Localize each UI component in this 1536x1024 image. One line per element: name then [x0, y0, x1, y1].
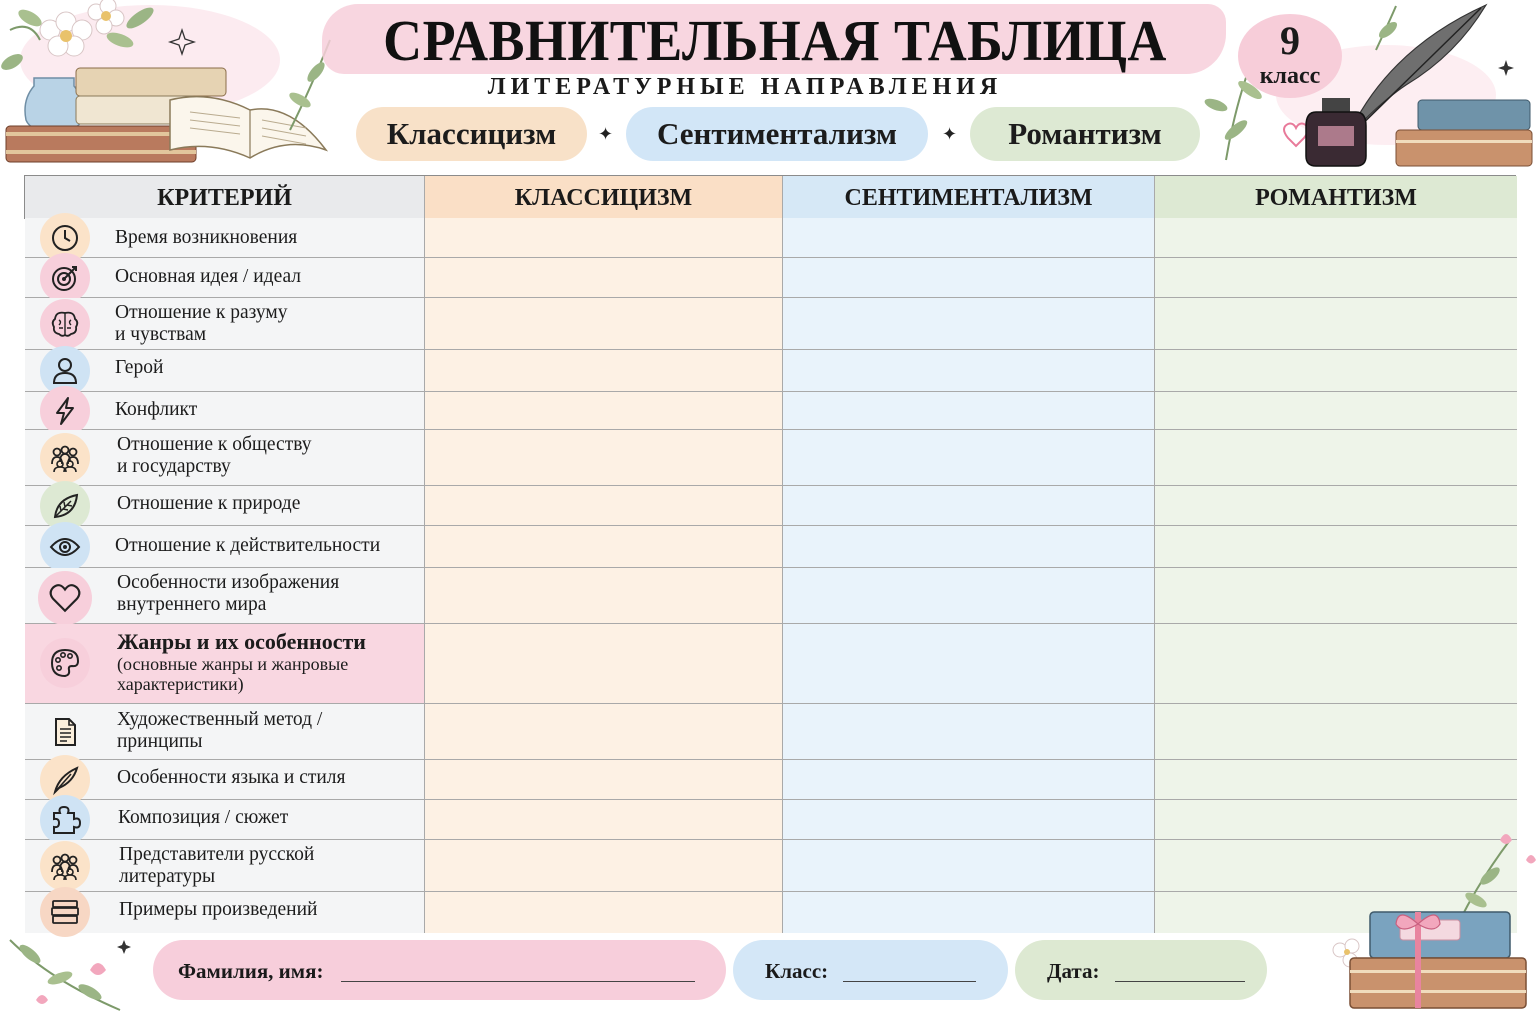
sentimentalism-cell[interactable] — [782, 218, 1154, 257]
classicism-cell[interactable] — [424, 486, 782, 525]
sentimentalism-cell[interactable] — [782, 800, 1154, 839]
criterion-label — [115, 302, 416, 346]
table-row — [25, 392, 1517, 430]
criterion-label: Отношение к действительности — [115, 535, 381, 556]
romanticism-cell[interactable] — [1154, 218, 1517, 257]
criterion-cell — [25, 430, 424, 485]
table-row — [25, 892, 1517, 933]
romanticism-cell[interactable] — [1154, 258, 1517, 297]
table-header — [25, 176, 1515, 218]
target-icon — [40, 253, 90, 303]
sentimentalism-cell[interactable] — [782, 526, 1154, 567]
classicism-cell[interactable] — [424, 892, 782, 933]
flower-branch-illustration — [0, 920, 150, 1024]
criterion-cell — [25, 624, 424, 703]
criterion-cell — [25, 218, 424, 257]
classicism-cell[interactable] — [424, 218, 782, 257]
people-group-icon — [40, 841, 90, 891]
sentimentalism-cell[interactable] — [782, 840, 1154, 891]
class-field-box — [733, 940, 1008, 1000]
books-vase-illustration — [0, 0, 340, 170]
criterion-label — [117, 434, 416, 478]
romanticism-cell[interactable] — [1154, 486, 1517, 525]
class-input-line[interactable] — [843, 981, 976, 982]
sentimentalism-cell[interactable] — [782, 392, 1154, 429]
label-line: (основные жанры и жанровые — [117, 654, 349, 674]
name-input-line[interactable] — [341, 981, 695, 982]
classicism-cell[interactable] — [424, 430, 782, 485]
classicism-cell[interactable] — [424, 258, 782, 297]
name-label: Фамилия, имя: — [178, 959, 324, 983]
criterion-cell — [25, 258, 424, 297]
table-row — [25, 218, 1517, 258]
pill-romanticism: Романтизм — [970, 107, 1200, 161]
sentimentalism-cell[interactable] — [782, 892, 1154, 933]
romanticism-cell[interactable] — [1154, 704, 1517, 759]
criterion-cell — [25, 350, 424, 391]
criterion-label — [117, 630, 416, 694]
criterion-cell — [25, 800, 424, 839]
label-line: характеристики) — [117, 674, 244, 694]
column-header-romanticism: РОМАНТИЗМ — [1154, 176, 1517, 218]
romanticism-cell[interactable] — [1154, 298, 1517, 349]
heart-icon — [38, 571, 92, 625]
lightning-icon — [40, 386, 90, 436]
romanticism-cell[interactable] — [1154, 350, 1517, 391]
classicism-cell[interactable] — [424, 624, 782, 703]
criterion-label: Примеры произведений — [119, 899, 318, 920]
romanticism-cell[interactable] — [1154, 526, 1517, 567]
sentimentalism-cell[interactable] — [782, 486, 1154, 525]
criterion-label: Отношение к природе — [117, 493, 301, 514]
palette-icon — [40, 638, 90, 688]
criterion-label: Конфликт — [115, 399, 198, 420]
grade-number: 9 — [1280, 18, 1300, 63]
classicism-cell[interactable] — [424, 298, 782, 349]
column-header-classicism: КЛАССИЦИЗМ — [424, 176, 782, 218]
sentimentalism-cell[interactable] — [782, 568, 1154, 623]
sentimentalism-cell[interactable] — [782, 760, 1154, 799]
brain-icon — [40, 299, 90, 349]
people-group-icon — [40, 433, 90, 483]
romanticism-cell[interactable] — [1154, 430, 1517, 485]
table-row — [25, 486, 1517, 526]
criterion-label: Основная идея / идеал — [115, 266, 302, 287]
puzzle-icon — [40, 795, 90, 845]
criterion-cell — [25, 704, 424, 759]
sentimentalism-cell[interactable] — [782, 350, 1154, 391]
table-row — [25, 258, 1517, 298]
label-line: и государству — [117, 456, 231, 477]
criterion-cell — [25, 526, 424, 567]
label-line: Отношение к обществу — [117, 434, 312, 455]
eye-icon — [40, 522, 90, 572]
criterion-cell — [25, 760, 424, 799]
date-field-box — [1015, 940, 1267, 1000]
label-line: принципы — [117, 731, 203, 752]
table-row — [25, 840, 1517, 892]
table-row — [25, 430, 1517, 486]
sentimentalism-cell[interactable] — [782, 624, 1154, 703]
label-line: литературы — [119, 866, 216, 887]
column-header-criterion: КРИТЕРИЙ — [25, 176, 424, 218]
romanticism-cell[interactable] — [1154, 392, 1517, 429]
romanticism-cell[interactable] — [1154, 568, 1517, 623]
grade-badge — [1238, 14, 1342, 98]
table-row — [25, 624, 1517, 704]
sentimentalism-cell[interactable] — [782, 704, 1154, 759]
table-row — [25, 526, 1517, 568]
column-header-sentimentalism: СЕНТИМЕНТАЛИЗМ — [782, 176, 1154, 218]
label-line: внутреннего мира — [117, 594, 267, 615]
criterion-label — [117, 709, 416, 753]
comparison-table — [24, 175, 1516, 920]
pill-sentimentalism: Сентиментализм — [626, 107, 928, 161]
label-line: и чувствам — [115, 324, 207, 345]
criterion-label: Особенности языка и стиля — [117, 767, 346, 788]
criterion-cell — [25, 840, 424, 891]
sentimentalism-cell[interactable] — [782, 430, 1154, 485]
name-field-box — [153, 940, 726, 1000]
separator-star-icon: ✦ — [598, 124, 614, 145]
grade-word: класс — [1259, 63, 1321, 89]
sentimentalism-cell[interactable] — [782, 258, 1154, 297]
classicism-cell[interactable] — [424, 760, 782, 799]
classicism-cell[interactable] — [424, 800, 782, 839]
gift-books-illustration — [1300, 820, 1536, 1024]
page-title: СРАВНИТЕЛЬНАЯ ТАБЛИЦА — [383, 8, 1167, 73]
label-line: Жанры и их особенности — [117, 629, 366, 654]
label-line: Представители русской — [119, 844, 315, 865]
label-line: Отношение к разуму — [115, 302, 288, 323]
criterion-label: Герой — [115, 357, 164, 378]
classicism-cell[interactable] — [424, 350, 782, 391]
classicism-cell[interactable] — [424, 568, 782, 623]
table-row — [25, 704, 1517, 760]
criterion-cell — [25, 568, 424, 623]
page-subtitle: ЛИТЕРАТУРНЫЕ НАПРАВЛЕНИЯ — [487, 74, 1003, 100]
table-row — [25, 298, 1517, 350]
romanticism-cell[interactable] — [1154, 624, 1517, 703]
table-row — [25, 800, 1517, 840]
criterion-label: Композиция / сюжет — [118, 807, 289, 828]
criterion-cell — [25, 486, 424, 525]
criterion-label — [119, 844, 416, 888]
classicism-cell[interactable] — [424, 526, 782, 567]
classicism-cell[interactable] — [424, 840, 782, 891]
label-line: Художественный метод / — [117, 709, 323, 730]
classicism-cell[interactable] — [424, 392, 782, 429]
table-row — [25, 760, 1517, 800]
pill-classicism: Классицизм — [356, 107, 587, 161]
date-input-line[interactable] — [1115, 981, 1245, 982]
criterion-label: Время возникновения — [115, 227, 298, 248]
criterion-cell — [25, 298, 424, 349]
class-label: Класс: — [765, 959, 829, 983]
document-icon — [40, 707, 90, 757]
sentimentalism-cell[interactable] — [782, 298, 1154, 349]
label-line: Особенности изображения — [117, 572, 340, 593]
classicism-cell[interactable] — [424, 704, 782, 759]
criterion-cell — [25, 392, 424, 429]
criterion-label — [117, 572, 416, 616]
table-row — [25, 350, 1517, 392]
separator-star-icon: ✦ — [942, 124, 958, 145]
romanticism-cell[interactable] — [1154, 760, 1517, 799]
date-label: Дата: — [1047, 959, 1100, 983]
table-row — [25, 568, 1517, 624]
